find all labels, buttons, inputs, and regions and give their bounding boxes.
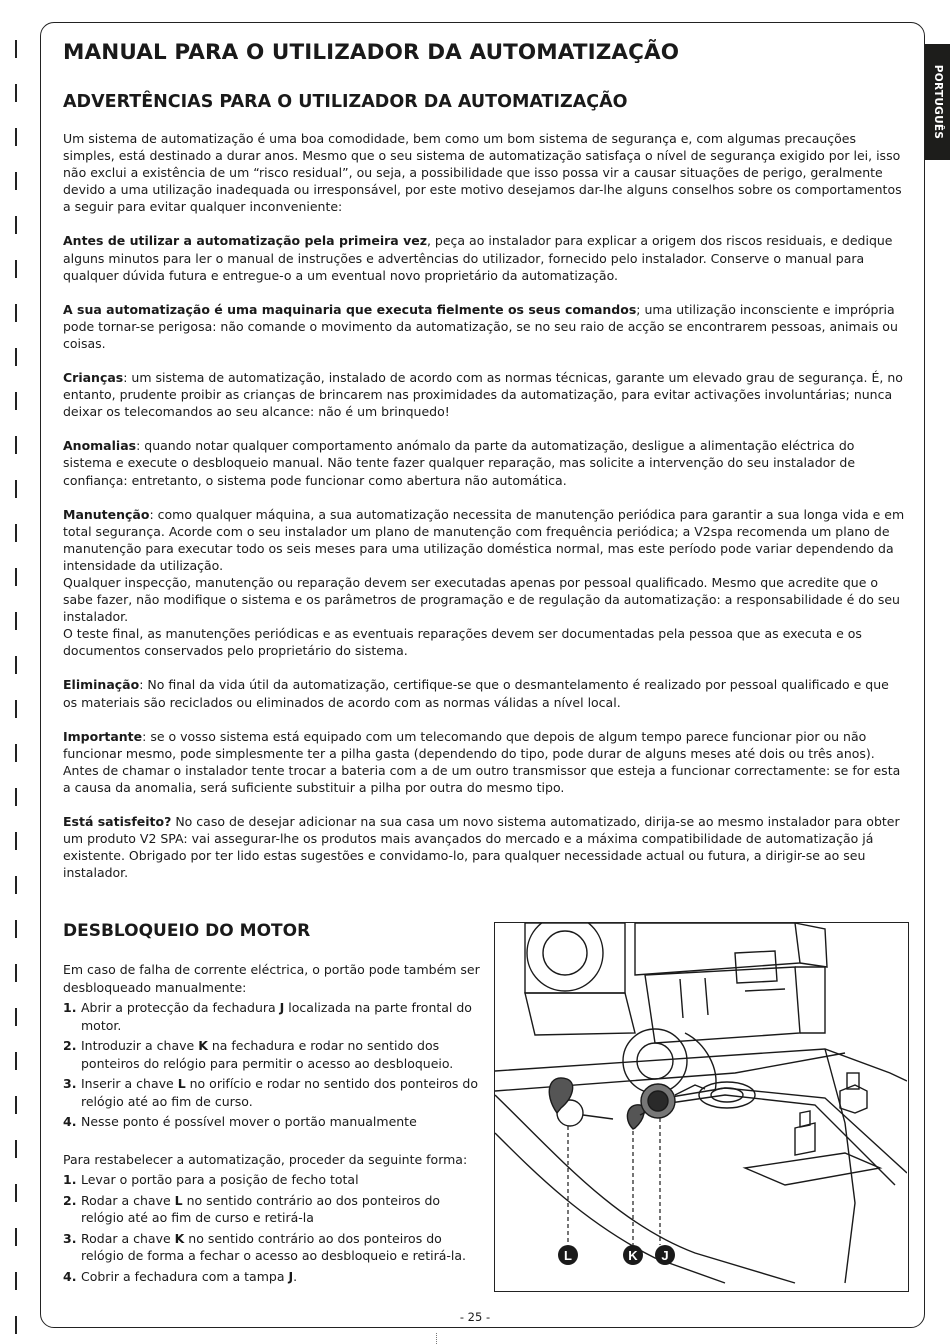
margin-tick: [15, 1272, 17, 1290]
step-text-end: no sentido contrário ao dos ponteiros do relógio até ao fim de curso e retirá-la: [81, 1192, 441, 1225]
margin-tick: [15, 84, 17, 102]
step-text: Nesse ponto é possível mover o portão manualmente: [81, 1114, 417, 1129]
paragraph-satisfied: [63, 813, 905, 881]
text-important: : se o vosso sistema está equipado com um telecomando que depois de algum tempo parece funcionar pior ou não funcionar mesmo, pode simplesmente ter a pilha gasta (dependendo do tipo, pode durar de alguns meses até dois ou três anos).: [63, 728, 875, 761]
margin-tick: [15, 788, 17, 806]
step-text: Abrir a protecção da fechadura: [81, 1000, 280, 1015]
margin-tick: [15, 1140, 17, 1158]
paragraph-important-2: Antes de chamar o instalador tente trocar a bateria com a de um outro transmissor que esteja a funcionar correctamente: se for esta a causa da anomalia, será suficiente substituir a pilha por outra do mesmo tipo.: [63, 762, 901, 795]
step-number: 3.: [63, 1076, 77, 1091]
paragraph-maintenance-2: Qualquer inspecção, manutenção ou reparação devem ser executadas apenas por pessoal qualificado. Mesmo que acredite que o sabe fazer, não modifique o sistema e os parâmetros de programação e de regulação da automatização: a responsabilidade é do seu instalador.: [63, 574, 900, 625]
margin-tick: [15, 964, 17, 982]
motor-unlock-diagram: [494, 922, 909, 1292]
lead-important: Importante: [63, 728, 143, 744]
margin-tick: [15, 172, 17, 190]
lead-anomalies: Anomalias: [63, 438, 137, 454]
margin-tick: [15, 40, 17, 58]
paragraph-before-use: [63, 232, 905, 283]
unlock-step: [63, 1075, 483, 1110]
margin-tick: [15, 524, 17, 542]
margin-tick: [15, 392, 17, 410]
paragraph-important: [63, 728, 905, 762]
restore-step: [63, 1192, 483, 1227]
margin-tick: [15, 216, 17, 234]
restore-intro: Para restabelecer a automatização, proceder da seguinte forma:: [63, 1151, 468, 1167]
step-number: 3.: [63, 1230, 77, 1246]
margin-tick: [15, 1052, 17, 1070]
step-number: 1.: [63, 1000, 77, 1015]
step-key-letter: L: [174, 1192, 183, 1208]
step-key-letter: J: [279, 1000, 285, 1015]
section-title-unlock: DESBLOQUEIO DO MOTOR: [63, 921, 311, 941]
step-text: Rodar a chave: [81, 1230, 175, 1246]
step-text-end: no sentido contrário ao dos ponteiros do relógio de forma a fechar o acesso ao desbloqueio e retirá-la.: [81, 1230, 466, 1263]
unlock-steps-list: [63, 999, 483, 1131]
binding-margin-marks: [0, 0, 20, 1344]
step-number: 2.: [63, 1192, 77, 1208]
margin-tick: [15, 480, 17, 498]
margin-tick: [15, 744, 17, 762]
text-maintenance: : como qualquer máquina, a sua automatização necessita de manutenção periódica para garantir a sua longa vida e em total segurança. Acorde com o seu instalador um plano de manutenção com frequência periódica; a V2spa recomenda um plano de manutenção para executar todo os seis meses para uma utilização doméstica normal, mas este período pode variar dependendo da intensidade da utilização.: [63, 506, 905, 573]
text-machine: ; uma utilização inconsciente e imprópria pode tornar-se perigosa: não comande o movimento da automatização, se no seu raio de acção se encontrarem pessoas, animais ou coisas.: [63, 301, 898, 351]
margin-tick: [15, 700, 17, 718]
label-k: K: [628, 1248, 638, 1263]
unlock-step: [63, 1113, 483, 1131]
step-text: Cobrir a fechadura com a tampa: [81, 1268, 289, 1284]
margin-tick: [15, 920, 17, 938]
step-text-end: .: [293, 1268, 298, 1284]
margin-tick: [15, 304, 17, 322]
lead-before-use: Antes de utilizar a automatização pela primeira vez: [63, 233, 427, 249]
margin-tick: [15, 1096, 17, 1114]
paragraph-anomalies: [63, 437, 905, 488]
restore-step: [63, 1230, 483, 1265]
intro-paragraph: Um sistema de automatização é uma boa comodidade, bem como um bom sistema de segurança e, com algumas precauções simples, está destinado a durar anos. Mesmo que o seu sistema de automatização satisfaça o nível de segurança exigido por lei, isso não exclui a existência de um “risco residual”, ou seja, a possibilidade que isso possa vir a causar situações de perigo, geralmente devido a uma utilização inadequada ou irresponsável, por este motivo desejamos dar-lhe alguns conselhos sobre os comportamentos a seguir para evitar qualquer inconveniente:: [63, 131, 902, 215]
margin-tick: [15, 656, 17, 674]
step-number: 2.: [63, 1038, 77, 1053]
paragraph-maintenance: [63, 506, 905, 574]
restore-step: [63, 1171, 483, 1189]
lead-children: Crianças: [63, 370, 124, 386]
step-text: Inserir a chave: [81, 1076, 178, 1091]
margin-tick: [15, 1228, 17, 1246]
paragraph-machine: [63, 301, 905, 352]
unlock-step: [63, 999, 483, 1034]
page-title: MANUAL PARA O UTILIZADOR DA AUTOMATIZAÇÃO: [63, 40, 680, 65]
step-text-end: na fechadura e rodar no sentido dos ponteiros do relógio para permitir o acesso ao desbloqueio.: [81, 1038, 454, 1071]
page-number: - 25 -: [459, 1310, 491, 1324]
step-key-letter: K: [174, 1230, 185, 1246]
text-before-use: , peça ao instalador para explicar a origem dos riscos residuais, e dedique alguns minutos para ler o manual de instruções e advertências do utilizador, fornecido pelo instalador. Conserve o manual para qualquer dúvida futura e entregue-o a um eventual novo proprietário da automatização.: [63, 233, 893, 283]
step-key-letter: K: [198, 1038, 208, 1053]
margin-tick: [15, 1184, 17, 1202]
motor-illustration: [495, 923, 907, 1290]
restore-step: [63, 1268, 483, 1286]
trim-mark: [436, 1333, 438, 1344]
unlock-step: [63, 1037, 483, 1072]
language-tab: [925, 44, 950, 160]
unlock-intro: Em caso de falha de corrente eléctrica, o portão pode também ser desbloqueado manualmente:: [63, 962, 480, 995]
margin-tick: [15, 612, 17, 630]
step-number: 4.: [63, 1268, 77, 1284]
warnings-body: [63, 130, 905, 898]
unlock-instructions: [63, 961, 483, 1288]
step-number: 1.: [63, 1172, 77, 1187]
margin-tick: [15, 260, 17, 278]
paragraph-disposal: [63, 676, 905, 710]
step-key-letter: L: [177, 1076, 186, 1091]
label-l: L: [564, 1248, 572, 1263]
margin-tick: [15, 436, 17, 454]
margin-tick: [15, 832, 17, 850]
text-anomalies: : quando notar qualquer comportamento anómalo da parte da automatização, desligue a alimentação eléctrica do sistema e execute o desbloqueio manual. Não tente fazer qualquer reparação, mas solicite a intervenção do seu instalador de confiança: entretanto, o sistema pode funcionar como abertura não automática.: [63, 438, 856, 488]
step-text: Introduzir a chave: [81, 1038, 199, 1053]
language-tab-label: PORTUGUÊS: [931, 64, 944, 140]
paragraph-children: [63, 369, 905, 420]
restore-steps-list: [63, 1171, 483, 1285]
step-text-end: localizada na parte frontal do motor.: [81, 1000, 472, 1033]
label-j: J: [661, 1248, 669, 1263]
step-text-end: no orifício e rodar no sentido dos ponteiros do relógio até ao fim de curso.: [81, 1076, 478, 1109]
paragraph-maintenance-3: O teste final, as manutenções periódicas e as eventuais reparações devem ser documentadas pela pessoa que as executa e os documentos conservados pelo proprietário do sistema.: [63, 626, 862, 659]
lead-machine: A sua automatização é uma maquinaria que executa fielmente os seus comandos: [63, 301, 637, 317]
step-key-letter: J: [288, 1268, 294, 1284]
margin-tick: [15, 1008, 17, 1026]
step-number: 4.: [63, 1114, 77, 1129]
text-disposal: : No final da vida útil da automatização, certifique-se que o desmantelamento é realizado por pessoal qualificado e que os materiais são reciclados ou eliminados de acordo com as normas válidas a nível local.: [63, 677, 889, 710]
margin-tick: [15, 128, 17, 146]
margin-tick: [15, 568, 17, 586]
label-group: [558, 1245, 675, 1265]
margin-tick: [15, 876, 17, 894]
text-satisfied: No caso de desejar adicionar na sua casa um novo sistema automatizado, dirija-se ao mesmo instalador para obter um produto V2 SPA: vai assegurar-lhe os produtos mais avançados do mercado e a máxima compatibilidade de automatização já existente. Obrigado por ter lido estas sugestões e convidamo-lo, para qualquer necessidade actual ou futura, a dirigir-se ao seu instalador.: [63, 814, 900, 881]
lead-disposal: Eliminação: [63, 677, 140, 693]
step-text: Levar o portão para a posição de fecho total: [81, 1172, 359, 1187]
lead-satisfied: Está satisfeito?: [63, 814, 172, 829]
margin-tick: [15, 348, 17, 366]
text-children: : um sistema de automatização, instalado de acordo com as normas técnicas, garante um elevado grau de segurança. É, no entanto, prudente proibir as crianças de brincarem nas proximidades da automatização, para evitar activações involuntárias; nunca deixar os telecomandos ao seu alcance: não é um brinquedo!: [63, 370, 903, 420]
step-text: Rodar a chave: [81, 1192, 175, 1208]
lead-maintenance: Manutenção: [63, 506, 150, 522]
section-title-warnings: ADVERTÊNCIAS PARA O UTILIZADOR DA AUTOMATIZAÇÃO: [63, 92, 628, 112]
